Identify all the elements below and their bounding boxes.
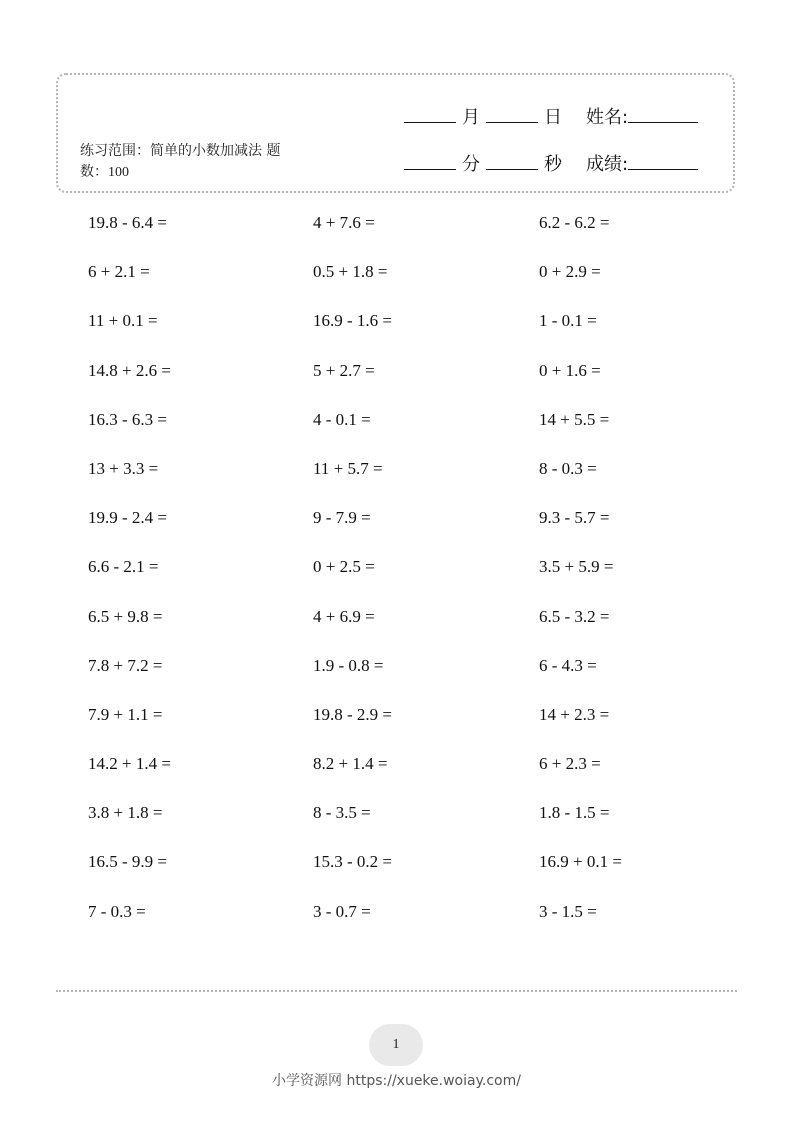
math-problem: 6.2 - 6.2 = [539, 213, 610, 232]
month-label: 月 [462, 107, 480, 128]
math-problem: 16.5 - 9.9 = [88, 852, 167, 872]
math-problem: 3 - 1.5 = [539, 901, 597, 921]
page-number: 1 [369, 1024, 423, 1066]
math-problem: 6 - 4.3 = [539, 655, 597, 675]
name-label: 姓名: [586, 107, 629, 128]
score-blank[interactable] [628, 168, 698, 170]
math-problem: 15.3 - 0.2 = [313, 852, 392, 872]
problem-grid [88, 198, 708, 936]
second-blank[interactable] [486, 168, 538, 170]
math-problem: 8 - 0.3 = [539, 458, 597, 478]
math-problem: 19.9 - 2.4 = [88, 508, 167, 528]
math-problem: 16.9 + 0.1 = [539, 852, 622, 872]
math-problem: 0 + 2.9 = [539, 262, 601, 282]
math-problem: 9.3 - 5.7 = [539, 508, 610, 528]
math-problem: 13 + 3.3 = [88, 458, 159, 478]
math-problem: 14 + 2.3 = [539, 704, 610, 724]
minute-label: 分 [462, 154, 480, 175]
time-score-row [404, 144, 724, 176]
math-problem: 0.5 + 1.8 = [313, 262, 388, 282]
math-problem: 6.5 + 9.8 = [88, 606, 163, 626]
math-problem: 0 + 1.6 = [539, 360, 601, 380]
math-problem: 6.5 - 3.2 = [539, 606, 610, 626]
math-problem: 14.2 + 1.4 = [88, 754, 171, 774]
math-problem: 1.9 - 0.8 = [313, 655, 384, 675]
math-problem: 6 + 2.1 = [88, 262, 150, 282]
practice-range-info [80, 141, 290, 183]
math-problem: 6 + 2.3 = [539, 754, 601, 774]
worksheet-header [56, 73, 735, 193]
math-problem: 14.8 + 2.6 = [88, 360, 171, 380]
practice-range-label: 练习范围：简单的小数加减法 [80, 143, 262, 159]
math-problem: 11 + 0.1 = [88, 311, 158, 331]
math-problem: 9 - 7.9 = [313, 508, 371, 528]
day-blank[interactable] [486, 121, 538, 123]
math-problem: 6.6 - 2.1 = [88, 557, 159, 577]
math-problem: 5 + 2.7 = [313, 360, 375, 380]
bottom-divider [56, 990, 737, 992]
math-problem: 16.3 - 6.3 = [88, 409, 167, 429]
month-blank[interactable] [404, 121, 456, 123]
second-label: 秒 [544, 154, 562, 175]
minute-blank[interactable] [404, 168, 456, 170]
question-count-label: 题数： [80, 143, 281, 180]
math-problem: 1.8 - 1.5 = [539, 803, 610, 823]
math-problem: 3.8 + 1.8 = [88, 803, 163, 823]
footer-source: 小学资源网 https://xueke.woiay.com/ [272, 1073, 521, 1089]
math-problem: 4 + 6.9 = [313, 606, 375, 626]
math-problem: 1 - 0.1 = [539, 311, 597, 331]
math-problem: 4 - 0.1 = [313, 409, 371, 429]
student-info-fields [404, 97, 724, 191]
math-problem: 0 + 2.5 = [313, 557, 375, 577]
math-problem: 4 + 7.6 = [313, 213, 375, 232]
math-problem: 3.5 + 5.9 = [539, 557, 614, 577]
math-problem: 8.2 + 1.4 = [313, 754, 388, 774]
question-count-value: 100 [108, 165, 129, 180]
math-problem: 8 - 3.5 = [313, 803, 371, 823]
score-label: 成绩: [586, 154, 629, 175]
math-problem: 19.8 - 2.9 = [313, 704, 392, 724]
math-problem: 14 + 5.5 = [539, 409, 610, 429]
math-problem: 16.9 - 1.6 = [313, 311, 392, 331]
math-problem: 7.9 + 1.1 = [88, 704, 163, 724]
date-name-row [404, 97, 724, 129]
name-blank[interactable] [628, 121, 698, 123]
math-problem: 11 + 5.7 = [313, 458, 383, 478]
math-problem: 19.8 - 6.4 = [88, 213, 167, 232]
math-problem: 7.8 + 7.2 = [88, 655, 163, 675]
math-problem: 3 - 0.7 = [313, 901, 371, 921]
math-problem: 7 - 0.3 = [88, 901, 146, 921]
day-label: 日 [544, 107, 562, 128]
